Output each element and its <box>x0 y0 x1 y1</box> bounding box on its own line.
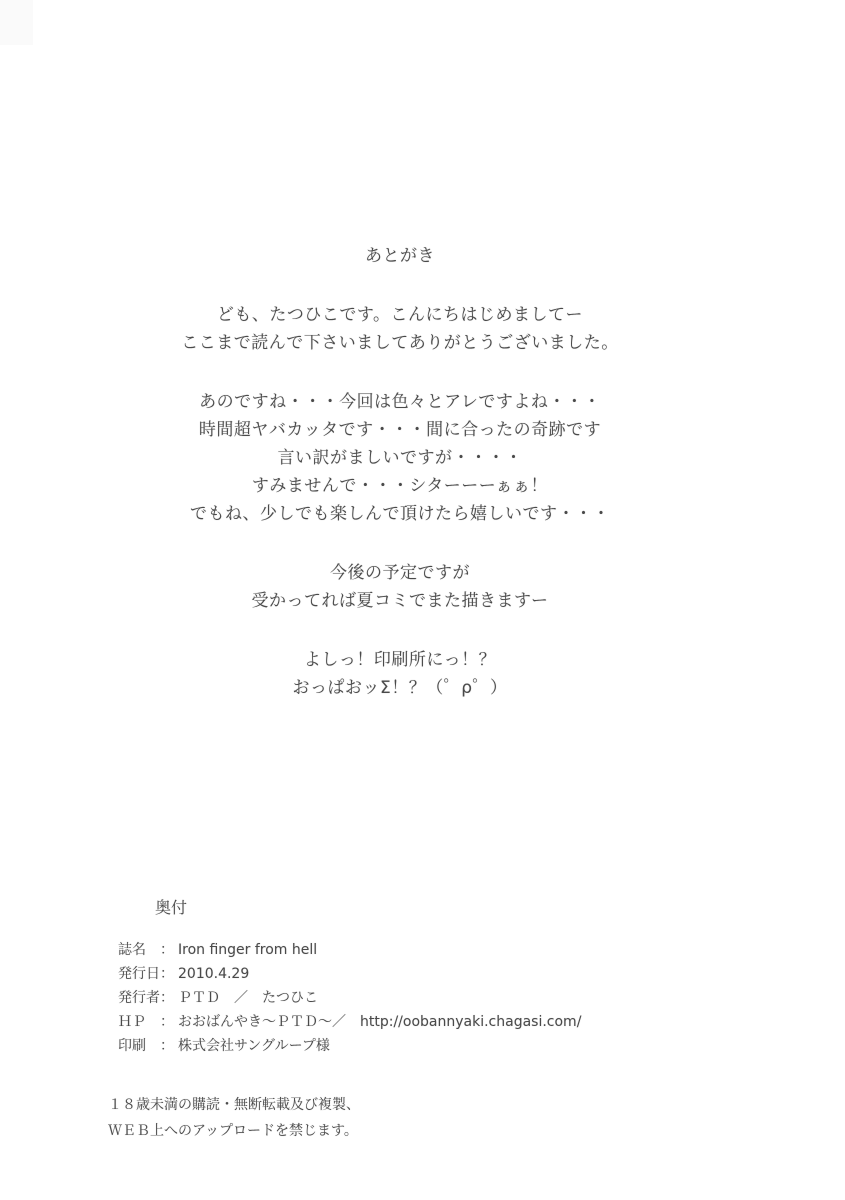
afterword-line: 今後の予定ですが <box>330 563 470 583</box>
colophon-label: 発行日 <box>118 966 160 982</box>
afterword-title: あとがき <box>365 246 435 266</box>
afterword-line: よしっ！印刷所にっ！？ <box>303 650 497 670</box>
colophon-label: ＨＰ <box>118 1014 146 1030</box>
colophon-row-homepage <box>118 1010 581 1034</box>
afterword-paragraph <box>0 388 800 528</box>
colophon-row-title <box>118 938 581 962</box>
colophon-label: 印刷 <box>118 1038 146 1054</box>
afterword-line: すみませんで・・・シターーーぁぁ！ <box>251 476 549 496</box>
afterword-line: 受かってれば夏コミでまた描きますー <box>251 591 549 611</box>
colophon-separator: ： <box>160 966 174 982</box>
afterword-line: 時間超ヤバカッタです・・・間に合ったの奇跡です <box>198 420 602 440</box>
colophon-label: 誌名 <box>118 942 146 958</box>
colophon-value: Iron finger from hell <box>178 942 318 958</box>
colophon-row-date <box>118 962 581 986</box>
colophon-separator: ： <box>160 990 174 1006</box>
colophon-value: 2010.4.29 <box>178 966 250 982</box>
colophon-value: ＰＴＤ ／ たつひこ <box>178 990 318 1006</box>
afterword-line: でもね、少しでも楽しんで頂けたら嬉しいです・・・ <box>190 504 610 524</box>
colophon-value: 株式会社サングループ様 <box>178 1038 330 1054</box>
afterword-line: ども、たつひこです。こんにちはじめましてー <box>216 305 584 325</box>
afterword-line: 言い訳がましいですが・・・・ <box>277 448 523 468</box>
disclaimer-section <box>108 1092 360 1144</box>
afterword-paragraph <box>0 559 800 615</box>
colophon-separator: ： <box>160 1038 174 1054</box>
colophon-row-publisher <box>118 986 581 1010</box>
afterword-line: あのですね・・・今回は色々とアレですよね・・・ <box>199 392 601 412</box>
colophon-value: おおばんやき～ＰＴＤ～／ http://oobannyaki.chagasi.com/ <box>178 1014 582 1030</box>
afterword-line: おっぱおッΣ！？（゜ρ゜） <box>292 678 508 698</box>
colophon-row-printer <box>118 1034 581 1058</box>
afterword-section <box>0 242 800 702</box>
afterword-paragraph <box>0 301 800 357</box>
disclaimer-line: １８歳未満の購読・無断転載及び複製、 <box>108 1097 360 1113</box>
colophon-label: 発行者 <box>118 990 160 1006</box>
disclaimer-line: ＷＥＢ上へのアップロードを禁じます。 <box>108 1123 358 1139</box>
afterword-paragraph <box>0 646 800 702</box>
scan-artifact <box>0 0 33 45</box>
afterword-line: ここまで読んで下さいましてありがとうございました。 <box>181 333 619 353</box>
colophon-separator: ： <box>160 942 174 958</box>
colophon-title: 奥付 <box>155 898 188 917</box>
colophon-separator: ： <box>160 1014 174 1030</box>
colophon-section <box>118 897 581 1058</box>
